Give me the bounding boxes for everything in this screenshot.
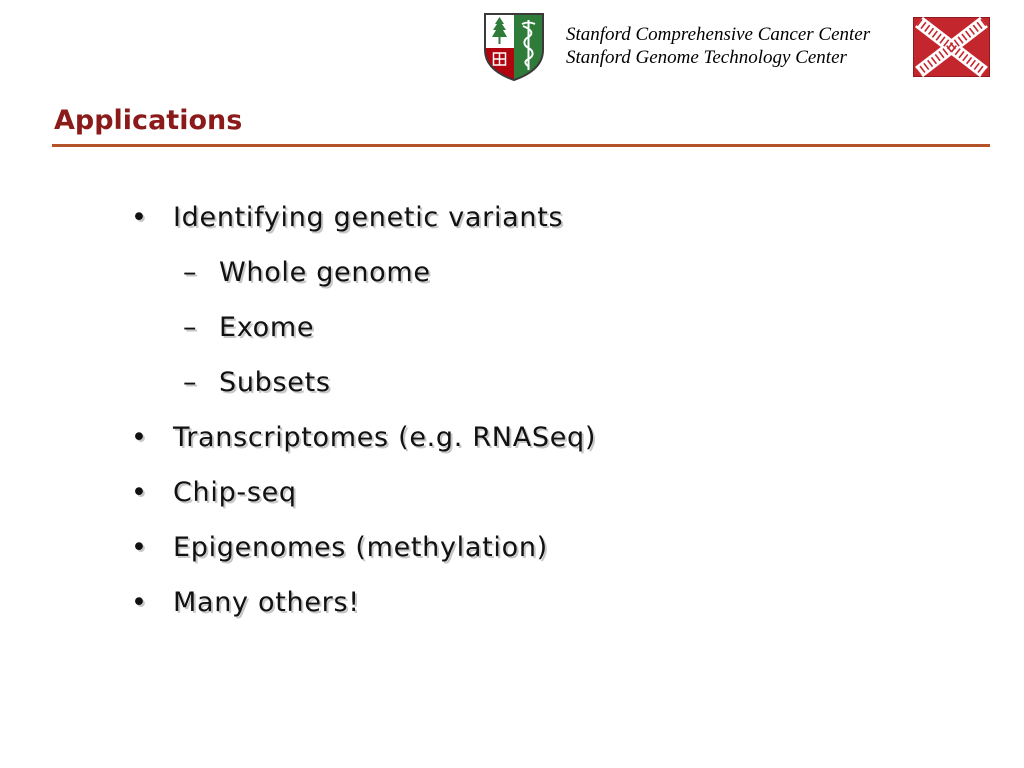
bullet-text: Many others!	[173, 587, 360, 618]
sub-item-text: Exome	[219, 312, 315, 343]
bullet-text: Identifying genetic variants	[173, 202, 564, 233]
title-divider	[52, 144, 990, 147]
sub-item-subsets	[183, 367, 331, 399]
bullet-marker: •	[131, 477, 148, 508]
bullet-text: Epigenomes (methylation)	[173, 532, 548, 563]
bullet-item-many-others	[131, 587, 360, 619]
bullet-marker: •	[131, 532, 148, 563]
bullet-item-transcriptomes	[131, 422, 597, 454]
bullet-text: Chip-seq	[173, 477, 297, 508]
bullet-item-epigenomes	[131, 532, 548, 564]
bullet-marker: •	[131, 202, 148, 233]
sub-item-text: Subsets	[219, 367, 331, 398]
bullet-item-variants	[131, 202, 564, 234]
sub-bullet-marker: –	[183, 367, 198, 398]
bullet-item-chip-seq	[131, 477, 297, 509]
sub-item-exome	[183, 312, 315, 344]
stanford-shield-logo	[483, 12, 545, 82]
header-line-cancer-center: Stanford Comprehensive Cancer Center	[566, 24, 871, 45]
bullet-marker: •	[131, 587, 148, 618]
sub-bullet-marker: –	[183, 312, 198, 343]
bullet-marker: •	[131, 422, 148, 453]
sub-item-text: Whole genome	[219, 257, 431, 288]
header-line-genome-center: Stanford Genome Technology Center	[566, 47, 847, 68]
genome-center-x-logo	[913, 17, 990, 77]
sub-item-whole-genome	[183, 257, 431, 289]
slide-title: Applications	[54, 105, 243, 136]
sub-bullet-marker: –	[183, 257, 198, 288]
bullet-text: Transcriptomes (e.g. RNASeq)	[173, 422, 597, 453]
